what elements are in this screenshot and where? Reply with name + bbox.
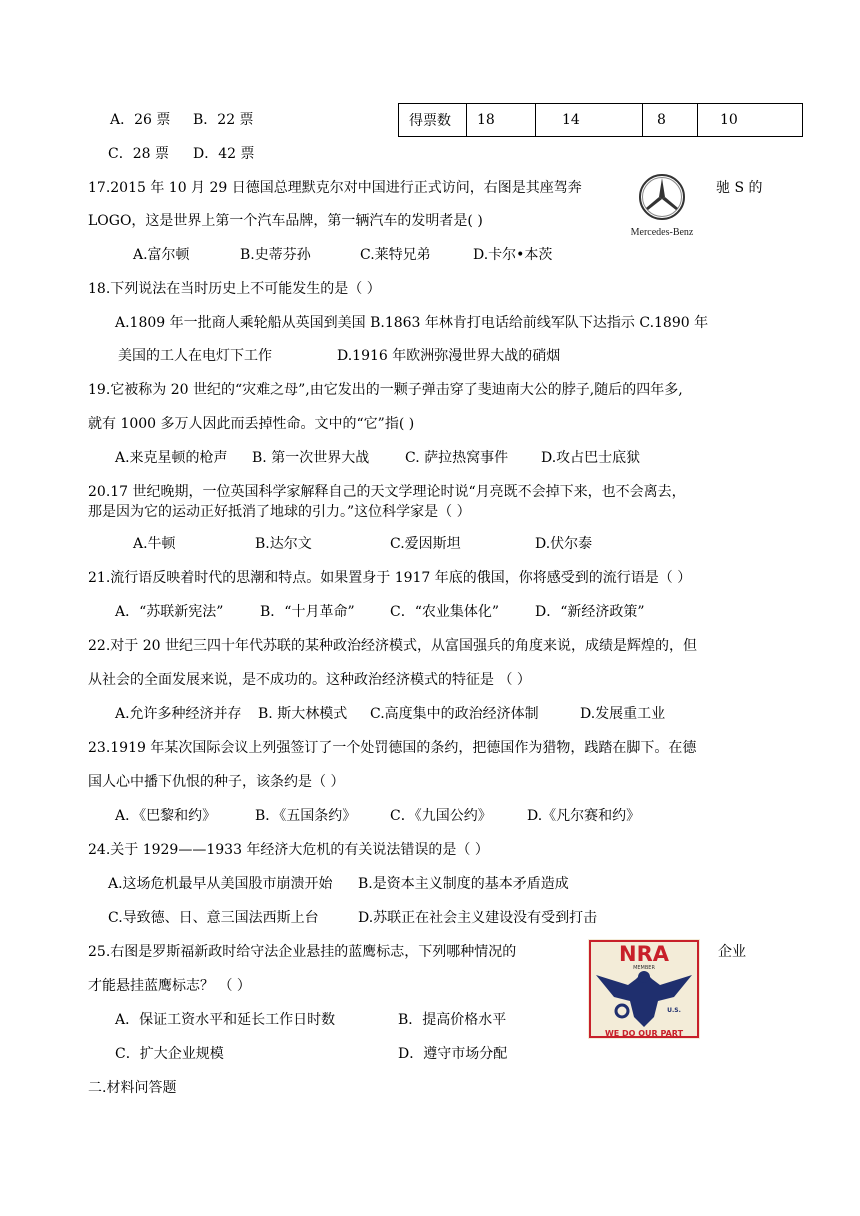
q23-option-d: D.《凡尔赛和约》 <box>527 808 641 824</box>
q16-option-b: B．22 票 <box>193 112 254 128</box>
nra-us-text: U.S. <box>667 1007 681 1014</box>
q19-option-c: C. 萨拉热窝事件 <box>405 450 509 466</box>
q20-option-d: D.伏尔泰 <box>535 536 593 552</box>
q21-option-b: B．“十月革命” <box>260 604 355 620</box>
votes-cell: 14 <box>536 104 643 137</box>
votes-table <box>398 103 803 137</box>
q20-line-2: 那是因为它的运动正好抵消了地球的引力。”这位科学家是（ ） <box>88 504 471 520</box>
q19-option-a: A.来克星顿的枪声 <box>115 450 228 466</box>
q24-option-a: A.这场危机最早从美国股市崩溃开始 <box>108 876 333 892</box>
q17-option-a: A.富尔顿 <box>133 247 190 263</box>
q19-option-b: B. 第一次世界大战 <box>252 450 370 466</box>
mercedes-benz-logo <box>612 170 712 240</box>
q23-line-1: 23.1919 年某次国际会议上列强签订了一个处罚德国的条约，把德国作为猎物，践踏在脚下。在德 <box>88 740 697 756</box>
q22-option-a: A.允许多种经济并存 <box>115 706 242 722</box>
q18-line-3a: 美国的工人在电灯下工作 <box>118 348 272 364</box>
q16-option-d: D．42 票 <box>193 146 255 162</box>
q21-line-1: 21.流行语反映着时代的思潮和特点。如果置身于 1917 年底的俄国，你将感受到的流行语是（ ） <box>88 570 692 586</box>
section-heading: 二.材料问答题 <box>88 1080 177 1096</box>
votes-cell: 18 <box>467 104 536 137</box>
q18-line-3b: D.1916 年欧洲弥漫世界大战的硝烟 <box>337 348 561 364</box>
q18-line-2: A.1809 年一批商人乘轮船从英国到美国 B.1863 年林肯打电话给前线军队下达指示 C.1890 年 <box>115 315 709 331</box>
nra-title: NRA <box>619 942 669 966</box>
q19-option-d: D.攻占巴士底狱 <box>541 450 641 466</box>
q20-option-a: A.牛顿 <box>133 536 176 552</box>
q18-line-1: 18.下列说法在当时历史上不可能发生的是（ ） <box>88 281 381 297</box>
q17-option-b: B.史蒂芬孙 <box>240 247 311 263</box>
q24-option-b: B.是资本主义制度的基本矛盾造成 <box>358 876 569 892</box>
q17-line-1-end: 驰 S 的 <box>716 180 763 196</box>
nra-slogan: WE DO OUR PART <box>604 1029 684 1038</box>
q22-option-d: D.发展重工业 <box>580 706 666 722</box>
q22-option-b: B. 斯大林模式 <box>258 706 348 722</box>
q25-line-1: 25.右图是罗斯福新政时给守法企业悬挂的蓝鹰标志，下列哪种情况的 <box>88 944 517 960</box>
votes-header-cell: 得票数 <box>399 104 467 137</box>
q21-option-a: A．“苏联新宪法” <box>115 604 224 620</box>
q20-line-1: 20.17 世纪晚期，一位英国科学家解释自己的天文学理论时说“月亮既不会掉下来，也不会离去， <box>88 484 686 500</box>
mercedes-star-icon <box>612 170 712 240</box>
q22-line-1: 22.对于 20 世纪三四十年代苏联的某种政治经济模式，从富国强兵的角度来说，成绩是辉煌的，但 <box>88 638 697 654</box>
q22-option-c: C.高度集中的政治经济体制 <box>370 706 539 722</box>
mercedes-logo-text: Mercedes-Benz <box>630 227 694 238</box>
q21-option-d: D．“新经济政策” <box>535 604 645 620</box>
q23-option-b: B．《五国条约》 <box>255 808 357 824</box>
q20-option-b: B.达尔文 <box>255 536 312 552</box>
q24-option-c: C.导致德、日、意三国法西斯上台 <box>108 910 319 926</box>
q25-line-1-end: 企业 <box>718 944 746 960</box>
q23-option-c: C．《九国公约》 <box>390 808 492 824</box>
votes-cell: 10 <box>698 104 803 137</box>
q16-option-c: C．28 票 <box>108 146 169 162</box>
nra-blue-eagle-poster <box>588 939 700 1039</box>
blue-eagle-icon <box>588 939 700 1039</box>
q20-option-c: C.爱因斯坦 <box>390 536 461 552</box>
nra-member-text: MEMBER <box>633 965 655 971</box>
q16-option-a: A．26 票 <box>110 112 171 128</box>
votes-cell: 8 <box>643 104 698 137</box>
q25-line-2: 才能悬挂蓝鹰标志？ （ ） <box>88 978 251 994</box>
q24-line-1: 24.关于 1929——1933 年经济大危机的有关说法错误的是（ ） <box>88 842 489 858</box>
q25-option-b: B．提高价格水平 <box>398 1012 507 1028</box>
q25-option-c: C．扩大企业规模 <box>115 1046 224 1062</box>
q22-line-2: 从社会的全面发展来说，是不成功的。这种政治经济模式的特征是 （ ） <box>88 672 531 688</box>
q19-line-2: 就有 1000 多万人因此而丢掉性命。文中的“它”指( ) <box>88 416 415 432</box>
q21-option-c: C．“农业集体化” <box>390 604 500 620</box>
q25-option-d: D．遵守市场分配 <box>398 1046 508 1062</box>
q23-line-2: 国人心中播下仇恨的种子，该条约是（ ） <box>88 774 345 790</box>
q23-option-a: A．《巴黎和约》 <box>115 808 217 824</box>
q25-option-a: A．保证工资水平和延长工作日时数 <box>115 1012 336 1028</box>
q19-line-1: 19.它被称为 20 世纪的“灾难之母”,由它发出的一颗子弹击穿了斐迪南大公的脖子,随后的四年多, <box>88 382 683 398</box>
q17-line-1: 17.2015 年 10 月 29 日德国总理默克尔对中国进行正式访问，右图是其座驾奔 <box>88 180 582 196</box>
q17-option-c: C.莱特兄弟 <box>360 247 431 263</box>
q17-line-2: LOGO，这是世界上第一个汽车品牌，第一辆汽车的发明者是( ) <box>88 213 483 229</box>
q24-option-d: D.苏联正在社会主义建设没有受到打击 <box>358 910 598 926</box>
q17-option-d: D.卡尔•本茨 <box>473 247 553 263</box>
